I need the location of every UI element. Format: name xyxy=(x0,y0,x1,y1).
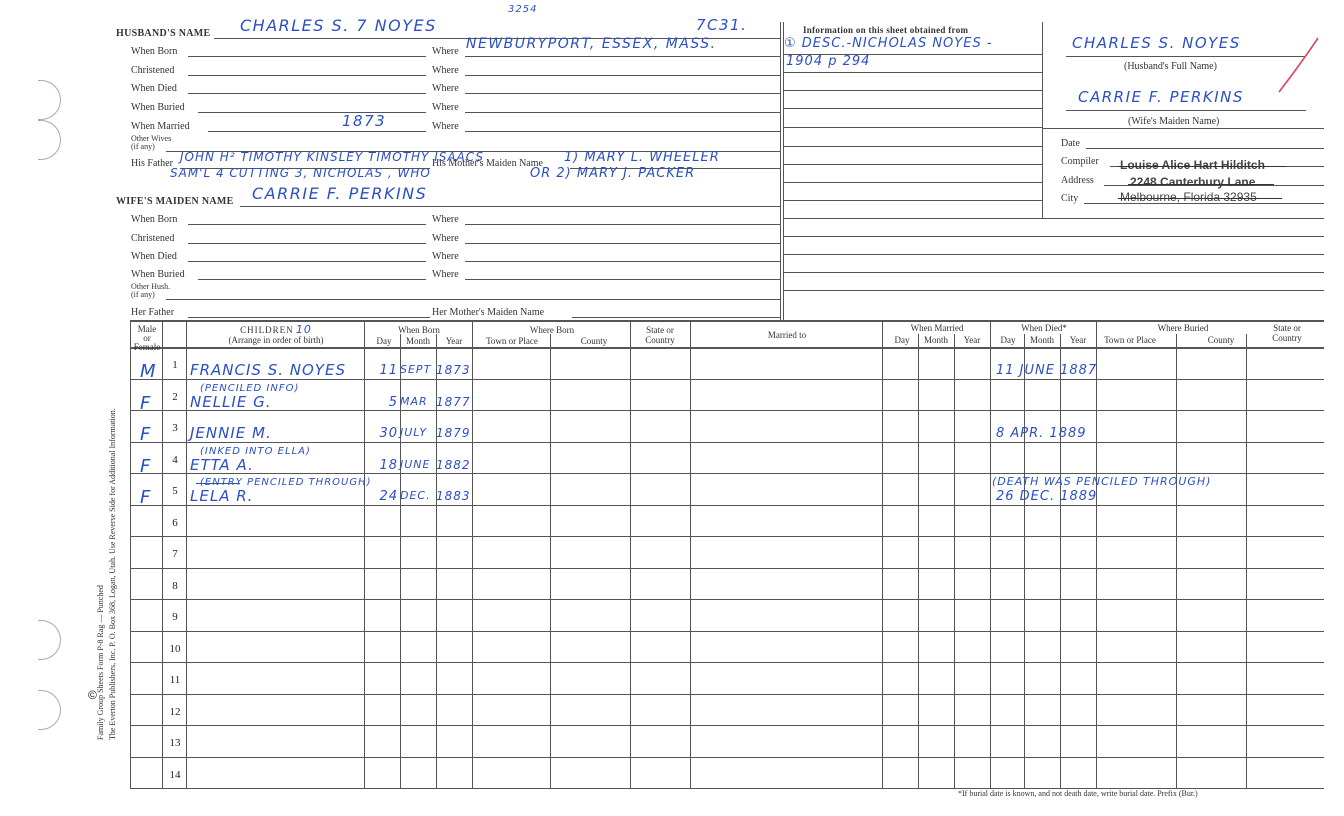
wife-christened-where-label: Where xyxy=(432,233,459,244)
table-column-rule xyxy=(162,320,163,788)
child-row-number: 9 xyxy=(172,611,178,623)
her-mother-label: Her Mother's Maiden Name xyxy=(432,307,545,318)
child-row-number: 6 xyxy=(172,516,178,529)
info-ruled-line xyxy=(784,182,1042,183)
child-birth-day: 18 xyxy=(379,457,398,473)
his-father-line-1: JOHN H² TIMOTHY KINSLEY TIMOTHY ISAACS xyxy=(180,150,484,164)
child-row-number: 5 xyxy=(172,485,178,497)
table-subcolumn-rule xyxy=(1060,334,1061,788)
his-father-label: His Father xyxy=(131,158,173,169)
child-row-number: 2 xyxy=(172,390,178,403)
full-husband-name: CHARLES S. NOYES xyxy=(1072,34,1241,52)
binder-hole xyxy=(38,120,61,160)
side-text-form: Family Group Sheets Form P-8 Rag — Punched xyxy=(96,585,105,740)
compiler-name: Louise Alice Hart Hilditch xyxy=(1120,158,1265,172)
child-row-number: 3 xyxy=(172,422,178,434)
compiler-address: 2248 Canterbury Lane xyxy=(1130,175,1256,189)
child-row-number: 11 xyxy=(169,674,181,686)
source-line-1: ① DESC.-NICHOLAS NOYES - xyxy=(784,36,993,51)
side-text-publisher: The Everton Publishers, Inc. P. O. Box 368, Logan, Utah. Use Reverse Side for Additional Information. xyxy=(108,408,117,740)
husband-birth-place: NEWBURYPORT, ESSEX, MASS. xyxy=(466,36,717,52)
child-sex: M xyxy=(140,361,158,382)
sex-header-or: or xyxy=(143,333,151,343)
other-wives-label-sub: (if any) xyxy=(131,142,155,151)
her-father-label: Her Father xyxy=(131,307,175,318)
wife-buried-where-label: Where xyxy=(432,269,459,280)
husband-christened-label: Christened xyxy=(131,65,175,76)
when-died-header: When Died* xyxy=(1021,323,1067,333)
born-day-header: Day xyxy=(376,336,392,346)
died-month-header: Month xyxy=(1029,335,1054,345)
other-wives-label: Other Wives xyxy=(131,134,172,143)
child-birth-month: DEC. xyxy=(400,489,431,502)
table-row-rule xyxy=(130,662,1324,663)
husbands-full-name-caption: (Husband's Full Name) xyxy=(1124,61,1217,72)
born-state-header: State or xyxy=(646,325,674,335)
husband-christened-where-label: Where xyxy=(432,65,459,76)
buried-country-header: Country xyxy=(1272,333,1302,343)
child-death-note: (DEATH WAS PENCILED THROUGH) xyxy=(992,475,1212,488)
sex-header-female: Female xyxy=(133,342,161,352)
born-county-header: County xyxy=(580,336,608,346)
table-subcolumn-rule xyxy=(1176,334,1177,788)
info-ruled-line xyxy=(784,254,1324,255)
child-row-number: 13 xyxy=(169,737,181,749)
table-header-rule xyxy=(130,347,1324,349)
child-note: (ENTRY PENCILED THROUGH) xyxy=(200,477,372,488)
his-father-line-2: SAM'L 4 CUTTING 3, NICHOLAS , WHO xyxy=(170,166,431,180)
table-subcolumn-rule xyxy=(954,334,955,788)
child-birth-day: 24 xyxy=(379,489,398,504)
when-married-label: When Married xyxy=(131,121,190,132)
table-column-rule xyxy=(472,320,473,788)
date-label: Date xyxy=(1061,138,1080,149)
table-row-rule xyxy=(130,505,1324,506)
husband-ref-number: 3254 xyxy=(508,4,538,15)
child-note-strike xyxy=(196,483,240,484)
married-to-header: Married to xyxy=(767,330,807,340)
compiler-label: Compiler xyxy=(1061,156,1099,167)
buried-town-header: Town or Place xyxy=(1104,335,1156,345)
child-sex: F xyxy=(140,424,152,445)
child-birth-year: 1879 xyxy=(436,426,471,440)
info-ruled-line xyxy=(784,236,1324,237)
died-year-header: Year xyxy=(1069,335,1087,345)
source-line-2: 1904 p 294 xyxy=(786,54,871,69)
child-sex: F xyxy=(140,455,152,477)
info-ruled-line xyxy=(784,290,1324,291)
table-column-rule xyxy=(364,320,365,788)
married-where-label: Where xyxy=(432,121,459,132)
child-death-date: 11 JUNE 1887 xyxy=(996,363,1098,378)
died-day-header: Day xyxy=(1000,335,1016,345)
husband-name-value: CHARLES S. 7 NOYES xyxy=(240,16,437,35)
child-row-number: 7 xyxy=(172,548,178,560)
child-birth-day: 5 xyxy=(388,394,398,410)
table-column-rule xyxy=(130,320,131,788)
child-birth-day: 30 xyxy=(379,426,398,441)
husband-when-buried-label: When Buried xyxy=(131,102,185,113)
info-obtained-label: Information on this sheet obtained from xyxy=(803,25,969,35)
table-row-rule xyxy=(130,694,1324,695)
info-ruled-line xyxy=(784,72,1042,73)
compiler-city: Melbourne, Florida 32935 xyxy=(1120,190,1257,204)
child-birth-year: 1877 xyxy=(436,394,471,409)
city-label: City xyxy=(1061,193,1079,204)
child-birth-month: JULY xyxy=(400,426,428,439)
his-mother-line-1: 1) MARY L. WHEELER xyxy=(564,150,720,165)
table-row-rule xyxy=(130,757,1324,758)
when-married-header: When Married xyxy=(910,323,964,333)
child-death-date: 8 APR. 1889 xyxy=(996,426,1087,441)
red-check-mark xyxy=(1276,36,1320,94)
child-birth-day: 11 xyxy=(379,363,398,378)
table-subcolumn-rule xyxy=(1024,334,1025,788)
table-subcolumn-rule xyxy=(550,334,551,788)
wifes-maiden-name-caption: (Wife's Maiden Name) xyxy=(1128,116,1220,127)
wife-born-where-label: Where xyxy=(432,214,459,225)
born-year-header: Year xyxy=(445,336,463,346)
child-sex: F xyxy=(140,487,152,508)
child-birth-year: 1873 xyxy=(436,363,471,377)
husbands-name-label: HUSBAND'S NAME xyxy=(116,28,211,39)
child-birth-month: JUNE xyxy=(400,457,431,471)
his-mother-label: His Mother's Maiden Name xyxy=(432,158,543,169)
child-note: (INKED INTO ELLA) xyxy=(200,445,311,457)
husband-died-where-label: Where xyxy=(432,83,459,94)
binder-hole xyxy=(38,620,61,660)
his-mother-line-2: OR 2) MARY J. PACKER xyxy=(530,166,696,181)
table-row-rule xyxy=(130,599,1324,600)
table-column-rule xyxy=(882,320,883,788)
when-born-header: When Born xyxy=(398,325,440,335)
wifes-maiden-name-label: WIFE'S MAIDEN NAME xyxy=(116,196,234,207)
full-wife-name: CARRIE F. PERKINS xyxy=(1078,88,1244,106)
table-row-rule xyxy=(130,410,1324,411)
table-row-rule xyxy=(130,473,1324,474)
child-name: JENNIE M. xyxy=(190,424,272,442)
info-ruled-line xyxy=(784,272,1324,273)
husband-when-born-label: When Born xyxy=(131,46,178,57)
binder-hole xyxy=(38,690,61,730)
wife-when-born-label: When Born xyxy=(131,214,178,225)
buried-county-header: County xyxy=(1207,335,1235,345)
child-row-number: 8 xyxy=(172,579,178,592)
table-top-rule xyxy=(130,320,1324,322)
child-birth-year: 1883 xyxy=(436,489,471,503)
children-header: CHILDREN xyxy=(240,325,294,335)
binder-hole xyxy=(38,80,61,120)
husband-born-where-label: Where xyxy=(432,46,459,57)
child-name: FRANCIS S. NOYES xyxy=(190,361,346,379)
table-column-rule xyxy=(690,320,691,788)
child-birth-month: SEPT xyxy=(400,363,432,376)
table-row-rule xyxy=(130,568,1324,569)
child-row-number: 4 xyxy=(172,453,178,466)
table-subcolumn-rule xyxy=(1246,334,1247,788)
footnote: *If burial date is known, and not death date, write burial date. Prefix (Bur.) xyxy=(958,789,1198,798)
married-year: 1873 xyxy=(342,112,387,130)
children-subheader: (Arrange in order of birth) xyxy=(228,335,324,345)
child-death-date: 26 DEC. 1889 xyxy=(996,489,1098,504)
wife-when-buried-label: When Buried xyxy=(131,269,185,280)
table-row-rule xyxy=(130,536,1324,537)
wife-when-died-label: When Died xyxy=(131,251,177,262)
buried-state-header: State or xyxy=(1273,323,1301,333)
sex-header: Male xyxy=(137,324,157,334)
child-birth-month: MAR xyxy=(400,394,428,408)
info-ruled-line xyxy=(784,127,1042,128)
born-country-header: Country xyxy=(645,335,675,345)
where-born-header: Where Born xyxy=(529,325,575,335)
info-ruled-line xyxy=(784,146,1042,147)
other-husbands-label: Other Hush. xyxy=(131,282,171,291)
copyright-symbol: © xyxy=(88,688,97,702)
table-subcolumn-rule xyxy=(918,334,919,788)
table-column-rule xyxy=(1096,320,1097,788)
info-ruled-line xyxy=(784,54,1042,55)
table-column-rule xyxy=(990,320,991,788)
husband-buried-where-label: Where xyxy=(432,102,459,113)
address-label: Address xyxy=(1061,175,1094,186)
children-count: 10 xyxy=(295,323,312,336)
wife-died-where-label: Where xyxy=(432,251,459,262)
wife-name-value: CARRIE F. PERKINS xyxy=(252,184,428,203)
child-name: ETTA A. xyxy=(190,455,254,474)
table-row-rule xyxy=(130,725,1324,726)
married-year-header: Year xyxy=(963,335,981,345)
wife-christened-label: Christened xyxy=(131,233,175,244)
husband-code: 7C31. xyxy=(696,16,748,34)
info-ruled-line xyxy=(784,218,1042,219)
born-town-header: Town or Place xyxy=(486,336,538,346)
info-ruled-line xyxy=(784,90,1042,91)
child-name: NELLIE G. xyxy=(190,392,272,411)
info-ruled-line xyxy=(784,108,1042,109)
child-sex: F xyxy=(140,392,152,414)
table-column-rule xyxy=(186,320,187,788)
born-month-header: Month xyxy=(405,336,430,346)
where-buried-header: Where Buried xyxy=(1157,323,1209,333)
husband-when-died-label: When Died xyxy=(131,83,177,94)
info-ruled-line xyxy=(784,164,1042,165)
child-note: (PENCILED INFO) xyxy=(200,382,300,394)
child-name: LELA R. xyxy=(190,487,254,505)
child-row-number: 10 xyxy=(169,642,181,655)
table-column-rule xyxy=(630,320,631,788)
other-husbands-label-sub: (if any) xyxy=(131,290,155,299)
child-row-number: 12 xyxy=(169,705,181,718)
married-month-header: Month xyxy=(923,335,948,345)
info-ruled-line xyxy=(784,200,1042,201)
child-row-number: 1 xyxy=(172,359,178,371)
table-row-rule xyxy=(130,631,1324,632)
child-row-number: 14 xyxy=(169,768,181,781)
table-row-rule xyxy=(130,442,1324,443)
child-birth-year: 1882 xyxy=(436,457,471,472)
married-day-header: Day xyxy=(894,335,910,345)
